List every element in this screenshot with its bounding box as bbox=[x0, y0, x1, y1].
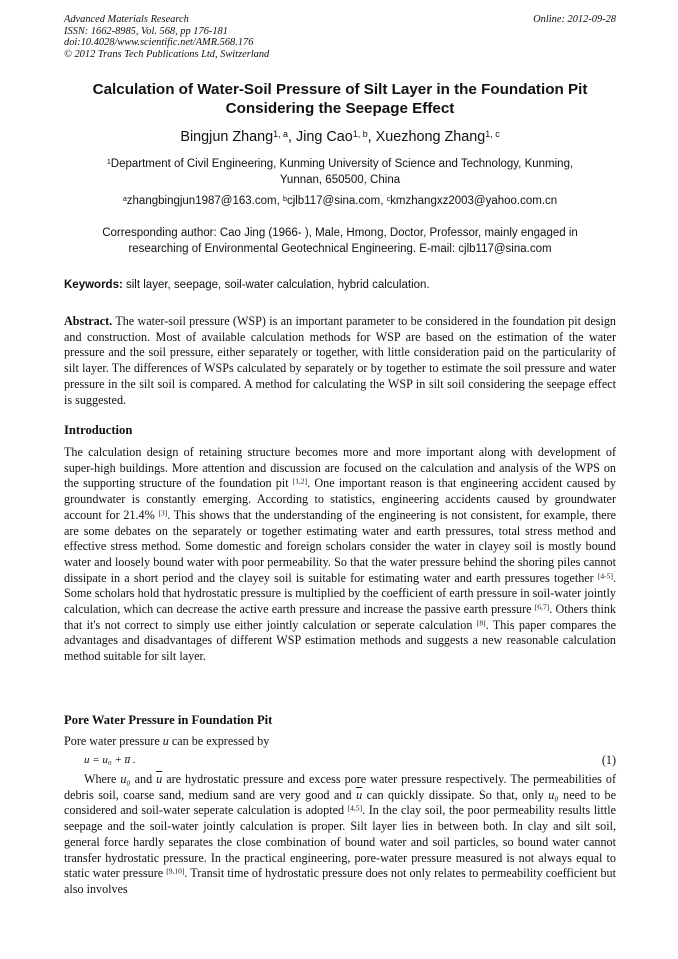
citation: [1,2] bbox=[292, 477, 308, 487]
title-line-1: Calculation of Water-Soil Pressure of Silt Layer in the Foundation Pit bbox=[92, 81, 588, 98]
email-superscript: b bbox=[282, 194, 287, 203]
paragraph-text: can quickly dissipate. So that, only bbox=[362, 787, 549, 802]
author-name: Jing Cao bbox=[296, 129, 353, 145]
math-symbol-u0: u₀ bbox=[120, 772, 131, 786]
introduction-paragraph bbox=[64, 445, 616, 665]
doi-line: doi:10.4028/www.scientific.net/AMR.568.176 bbox=[64, 37, 254, 49]
email-separator: , bbox=[380, 195, 387, 207]
corresponding-line-1: Corresponding author: Cao Jing (1966- ), Male, Hmong, Doctor, Professor, mainly engaged in bbox=[102, 227, 578, 239]
equation-text: u = u₀ + u̅ . bbox=[84, 754, 136, 766]
paragraph-text: and bbox=[130, 772, 157, 786]
citation: [4-5] bbox=[597, 571, 613, 581]
author-emails bbox=[64, 193, 616, 209]
author-name: Bingjun Zhang bbox=[180, 129, 274, 145]
paragraph-text: can be expressed by bbox=[168, 734, 270, 748]
paragraph-text: . This paper compares the advantages and disadvantages of different WSP estimation methods and suggests a new reasonable calculation method suitable for silt layer. bbox=[64, 617, 616, 664]
journal-header bbox=[64, 14, 616, 60]
email-superscript: a bbox=[122, 194, 127, 203]
citation: [4,5] bbox=[347, 804, 363, 814]
affiliation-superscript: 1 bbox=[106, 157, 111, 166]
keywords-label: Keywords: bbox=[64, 279, 123, 291]
copyright-line: © 2012 Trans Tech Publications Ltd, Switzerland bbox=[64, 48, 270, 60]
email-address: zhangbingjun1987@163.com bbox=[126, 195, 277, 207]
corresponding-author bbox=[64, 226, 616, 258]
issn-line: ISSN: 1662-8985, Vol. 568, pp 176-181 bbox=[64, 25, 228, 37]
citation: [8] bbox=[476, 618, 486, 628]
abstract bbox=[64, 314, 616, 408]
corresponding-line-2: researching of Environmental Geotechnical Engineering. E-mail: cjlb117@sina.com bbox=[128, 242, 552, 255]
paragraph-text: . Some scholars hold that hydrostatic pressure is multiplied by the coefficient of earth pressure in soil-water jointly calculation, which can decrease the active earth pressure and increase the passive earth pressure bbox=[64, 570, 616, 617]
paragraph-text: Where bbox=[84, 772, 121, 786]
affiliation-line-2: Yunnan, 650500, China bbox=[279, 174, 401, 186]
section-heading-pore-water-pressure: Pore Water Pressure in Foundation Pit bbox=[64, 713, 273, 727]
citation: [9,10] bbox=[166, 866, 185, 876]
equation-1 bbox=[84, 753, 616, 767]
affiliation-line-1: Department of Civil Engineering, Kunming University of Science and Technology, Kunming, bbox=[110, 158, 574, 170]
citation: [3] bbox=[158, 508, 168, 518]
pwp-lead-paragraph bbox=[64, 734, 616, 750]
paragraph-text: need to be considered and soil-water seperate calculation is adopted bbox=[64, 787, 616, 818]
math-symbol-ubar: $\overline{u}$ bbox=[156, 772, 163, 786]
paragraph-text: . Others think that it's not correct to simply use either jointly calculation or seperate calculation bbox=[64, 602, 616, 632]
section-heading-introduction: Introduction bbox=[64, 423, 133, 437]
abstract-label: Abstract. bbox=[64, 314, 113, 328]
paragraph-text: The calculation design of retaining structure becomes more and more important along with development of super-high buildings. More attention and discussion are focused on the calculation and analysis of the WPS on the supporting structure of the foundation pit bbox=[64, 445, 616, 491]
online-date: Online: 2012-09-28 bbox=[533, 14, 616, 25]
email-separator: , bbox=[276, 195, 283, 207]
email-address: kmzhangxz2003@yahoo.com.cn bbox=[390, 195, 558, 207]
author-list bbox=[64, 128, 616, 146]
paragraph-text: . This shows that the understanding of the engineering is not consistent, for example, there are some debates on the separately or together estimating water and earth pressures, total stress method and effective stress method. Some domestic and foreign scholars consider the water in clayey soil is mostly bound water and loosely bound water with poor permeability. So that the water pressure behind the shoring piles cannot dissipate in a short period and the clayey soil is suitable for estimating water and earth pressures together bbox=[64, 507, 616, 585]
author-separator: , bbox=[288, 129, 297, 145]
journal-name: Advanced Materials Research bbox=[64, 14, 189, 25]
math-symbol-u0: u₀ bbox=[548, 787, 559, 802]
title-line-2: Considering the Seepage Effect bbox=[225, 100, 455, 117]
paragraph-text: Pore water pressure bbox=[64, 734, 163, 748]
paragraph-text: . Transit time of hydrostatic pressure does not only relates to permeability coefficient but also involves bbox=[64, 866, 616, 896]
keywords bbox=[64, 278, 616, 293]
math-symbol-u: u bbox=[162, 734, 169, 748]
citation: [6,7] bbox=[534, 602, 550, 612]
math-symbol-ubar: $\overline{u}$ bbox=[356, 787, 363, 802]
paragraph-text: are hydrostatic pressure and excess pore water pressure respectively. The permeabilities of debris soil, coarse sand, medium sand are very good and bbox=[64, 772, 616, 802]
affiliation bbox=[64, 156, 616, 188]
pwp-paragraph bbox=[64, 772, 616, 898]
equation-number: (1) bbox=[601, 753, 616, 767]
author-separator: , bbox=[367, 129, 376, 145]
email-superscript: c bbox=[386, 194, 391, 203]
author-superscript: 1, a bbox=[273, 128, 289, 139]
author-name: Xuezhong Zhang bbox=[375, 129, 486, 145]
author-superscript: 1, c bbox=[485, 128, 500, 139]
paragraph-text: . In the clay soil, the poor permeability results little seepage and the soil-water jointly calculation is proper. Silt layer lies in between both. In clay and silt soil, general force hardly separates the close combination of bound water and soil particles, so bound water cannot transfer hydrostatic pressure. In the practical engineering, pore-water pressure measured is not always equal to static water pressure bbox=[64, 803, 616, 881]
author-superscript: 1, b bbox=[352, 128, 368, 139]
email-address: cjlb117@sina.com bbox=[286, 195, 381, 207]
keywords-text: silt layer, seepage, soil-water calculation, hybrid calculation. bbox=[122, 279, 430, 291]
paragraph-text: . One important reason is that engineering accident caused by groundwater is constantly emerging. According to statistics, engineering accidents caused by groundwater account for 21.4% bbox=[64, 476, 616, 522]
paper-title bbox=[64, 80, 616, 118]
abstract-text: The water-soil pressure (WSP) is an important parameter to be considered in the foundation pit design and construction. Most of available calculation methods for WSP are based on the estimation of the water pressure and the soil pressure, either separately or together, with little consideration paid on the particularity of silt layer. The differences of WSPs calculated by separately or by together to estimate the soil pressure and water pressure in the silt soil is compared. A method for calculating the WSP in silt soil considering the seepage effect is suggested. bbox=[64, 314, 616, 407]
